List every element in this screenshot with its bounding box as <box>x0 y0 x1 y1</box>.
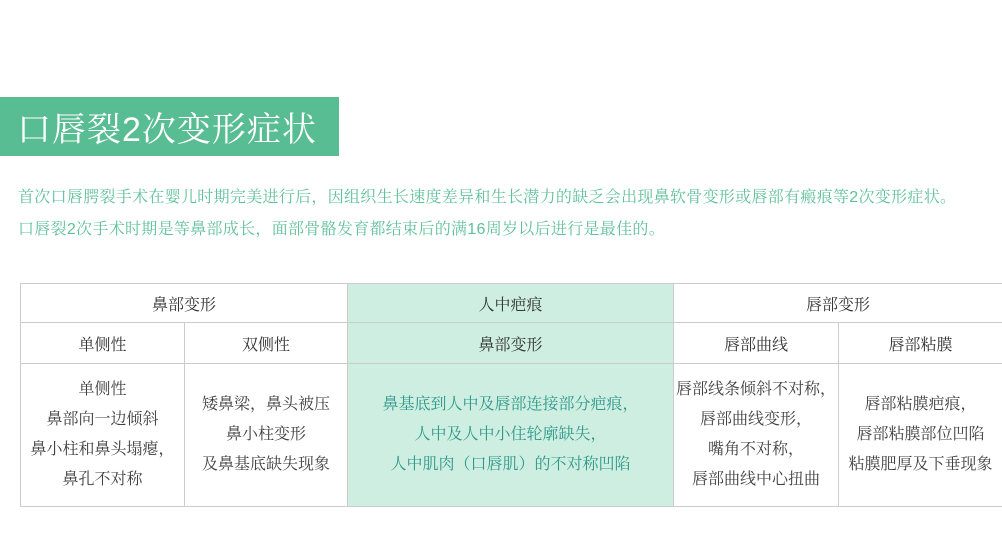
subheader-bilateral: 双侧性 <box>185 323 348 364</box>
cell-text-line: 单侧性 <box>78 381 127 398</box>
cell-unilateral-symptoms <box>21 364 185 507</box>
cell-text-line: 人中及人中小住轮廓缺失， <box>414 426 607 443</box>
cell-philtrum-scar-symptoms <box>348 364 674 507</box>
cell-lip-mucosa-symptoms <box>839 364 1002 507</box>
cell-text-line: 鼻孔不对称 <box>62 471 143 488</box>
cell-text-line: 鼻部向一边倾斜 <box>46 411 159 428</box>
intro-line-2: 口唇裂2次手术时期是等鼻部成长，面部骨骼发育都结束后的满16周岁以后进行是最佳的。 <box>18 221 665 238</box>
subheader-nose-deformation: 鼻部变形 <box>348 323 674 364</box>
cell-text-line: 鼻小柱变形 <box>226 426 307 443</box>
cell-lip-curve-symptoms <box>674 364 839 507</box>
cell-text-line: 唇部粘膜疤痕， <box>864 396 977 413</box>
subheader-lip-curve: 唇部曲线 <box>674 323 839 364</box>
cell-text-line: 唇部曲线变形， <box>700 411 813 428</box>
subheader-unilateral: 单侧性 <box>21 323 185 364</box>
cell-text-line: 唇部曲线中心扭曲 <box>692 471 821 488</box>
symptoms-table <box>20 283 1002 507</box>
subheader-lip-mucosa: 唇部粘膜 <box>839 323 1002 364</box>
cell-text-line: 唇部粘膜部位凹陷 <box>856 426 985 443</box>
table-header-row-1 <box>21 284 1002 323</box>
header-lip-deformation: 唇部变形 <box>674 284 1002 323</box>
header-nose-deformation: 鼻部变形 <box>21 284 348 323</box>
intro-line-1: 首次口唇腭裂手术在婴儿时期完美进行后，因组织生长速度差异和生长潜力的缺乏会出现鼻软骨变形或唇部有瘢痕等2次变形症状。 <box>18 189 957 206</box>
cell-text-line: 及鼻基底缺失现象 <box>202 456 331 473</box>
intro-paragraph <box>18 182 988 246</box>
cell-bilateral-symptoms <box>185 364 348 507</box>
cell-text-line: 人中肌肉（口唇肌）的不对称凹陷 <box>390 456 631 473</box>
cell-text-line: 唇部线条倾斜不对称， <box>676 381 837 398</box>
cell-text-line: 嘴角不对称， <box>708 441 805 458</box>
cell-text-line: 矮鼻梁，鼻头被压 <box>202 396 331 413</box>
table-body-row <box>21 364 1002 507</box>
page-title: 口唇裂2次变形症状 <box>17 111 317 149</box>
header-philtrum-scar: 人中疤痕 <box>348 284 674 323</box>
table-header-row-2 <box>21 323 1002 364</box>
page-title-banner <box>0 97 339 156</box>
cell-text-line: 鼻基底到人中及唇部连接部分疤痕， <box>382 396 639 413</box>
cell-text-line: 粘膜肥厚及下垂现象 <box>848 456 993 473</box>
cell-text-line: 鼻小柱和鼻头塌瘪， <box>30 441 175 458</box>
